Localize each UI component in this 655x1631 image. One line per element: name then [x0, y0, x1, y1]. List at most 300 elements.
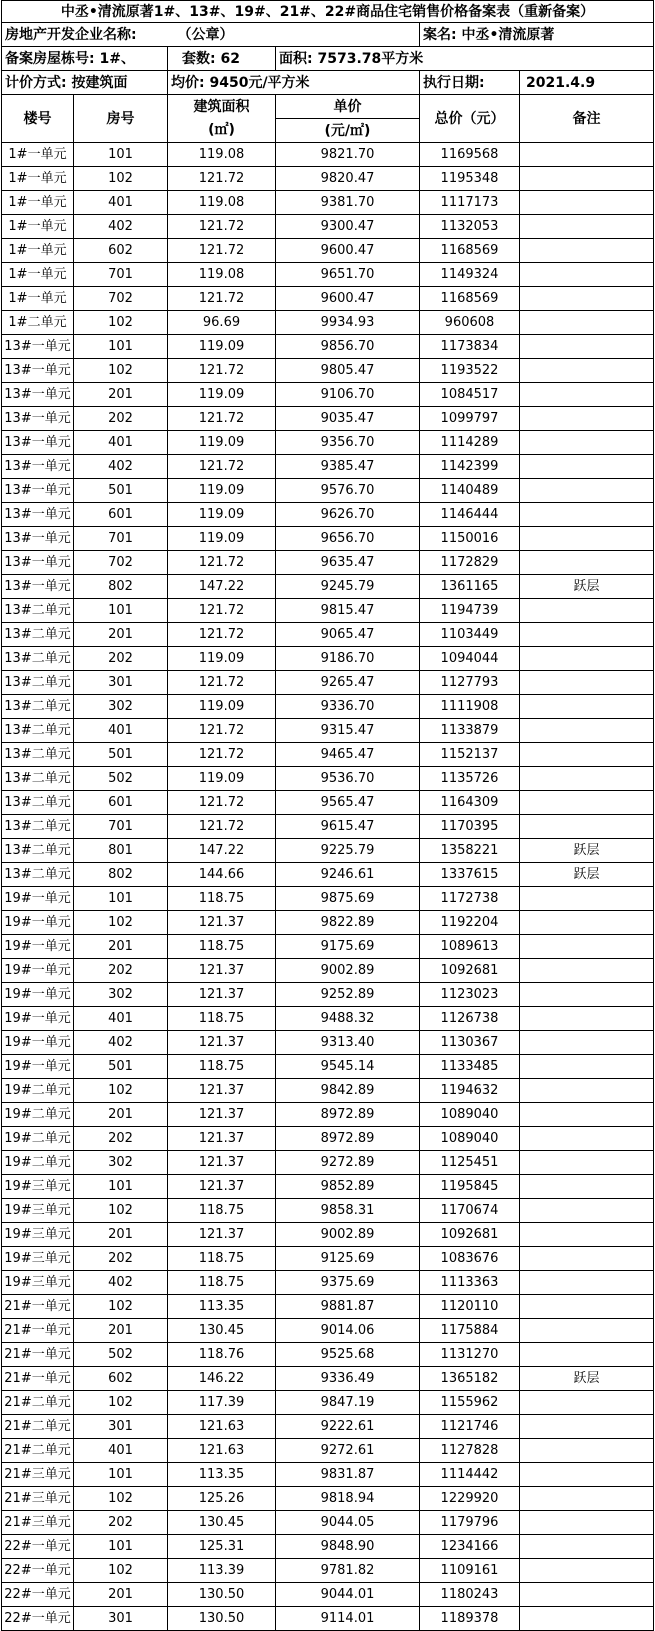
cell-area: 118.75 [168, 1007, 276, 1031]
cell-total-price: 1172829 [420, 551, 520, 575]
cell-area: 121.72 [168, 671, 276, 695]
cell-total-price: 1170674 [420, 1199, 520, 1223]
cell-unit-price: 9002.89 [276, 959, 420, 983]
cell-area: 125.26 [168, 1487, 276, 1511]
avg-label: 均价: [171, 74, 205, 91]
units-value: 62 [220, 50, 240, 67]
cell-building: 13#一单元 [2, 407, 74, 431]
cell-total-price: 1125451 [420, 1151, 520, 1175]
cell-total-price: 1164309 [420, 791, 520, 815]
cell-note [520, 671, 654, 695]
cell-unit-price: 9272.89 [276, 1151, 420, 1175]
cell-area: 113.35 [168, 1463, 276, 1487]
cell-room: 701 [74, 263, 168, 287]
cell-note [520, 551, 654, 575]
cell-area: 121.37 [168, 1103, 276, 1127]
cell-building: 13#二单元 [2, 599, 74, 623]
cell-note [520, 887, 654, 911]
table-row [2, 983, 654, 1007]
cell-total-price: 1149324 [420, 263, 520, 287]
table-row [2, 527, 654, 551]
cell-note [520, 1607, 654, 1631]
cell-unit-price: 9875.69 [276, 887, 420, 911]
project-value: 中丞•清流原著 [461, 26, 555, 43]
cell-total-price: 1152137 [420, 743, 520, 767]
cell-note [520, 1031, 654, 1055]
cell-room: 101 [74, 1175, 168, 1199]
table-row [2, 1079, 654, 1103]
cell-room: 201 [74, 623, 168, 647]
table-row [2, 335, 654, 359]
cell-unit-price: 9175.69 [276, 935, 420, 959]
cell-area: 119.08 [168, 263, 276, 287]
header-area: 建筑面积 [168, 95, 276, 119]
table-row [2, 767, 654, 791]
cell-area: 119.09 [168, 527, 276, 551]
cell-unit-price: 9313.40 [276, 1031, 420, 1055]
cell-room: 101 [74, 1463, 168, 1487]
cell-building: 21#二单元 [2, 1415, 74, 1439]
cell-total-price: 1173834 [420, 335, 520, 359]
cell-total-price: 1109161 [420, 1559, 520, 1583]
table-row [2, 1031, 654, 1055]
cell-total-price: 1084517 [420, 383, 520, 407]
cell-total-price: 1120110 [420, 1295, 520, 1319]
cell-area: 130.50 [168, 1607, 276, 1631]
cell-room: 101 [74, 335, 168, 359]
cell-building: 21#一单元 [2, 1343, 74, 1367]
cell-note [520, 1463, 654, 1487]
cell-total-price: 1126738 [420, 1007, 520, 1031]
cell-unit-price: 9385.47 [276, 455, 420, 479]
cell-room: 602 [74, 239, 168, 263]
table-row [2, 1463, 654, 1487]
cell-note [520, 1223, 654, 1247]
cell-room: 702 [74, 287, 168, 311]
cell-building: 1#二单元 [2, 311, 74, 335]
table-row [2, 407, 654, 431]
cell-unit-price: 9252.89 [276, 983, 420, 1007]
cell-room: 701 [74, 527, 168, 551]
cell-building: 1#一单元 [2, 167, 74, 191]
cell-room: 402 [74, 215, 168, 239]
table-row [2, 479, 654, 503]
price-filing-table [1, 0, 654, 1631]
area-value: 7573.78平方米 [317, 50, 424, 67]
cell-total-price: 1142399 [420, 455, 520, 479]
cell-unit-price: 9858.31 [276, 1199, 420, 1223]
cell-area: 119.09 [168, 383, 276, 407]
date-value: 2021.4.9 [520, 71, 654, 95]
header-building: 楼号 [2, 95, 74, 143]
cell-note [520, 695, 654, 719]
cell-room: 102 [74, 1079, 168, 1103]
cell-area: 121.72 [168, 407, 276, 431]
table-row [2, 1247, 654, 1271]
cell-unit-price: 9375.69 [276, 1271, 420, 1295]
cell-unit-price: 9336.49 [276, 1367, 420, 1391]
cell-unit-price: 9222.61 [276, 1415, 420, 1439]
cell-note [520, 1055, 654, 1079]
cell-total-price: 1083676 [420, 1247, 520, 1271]
cell-total-price: 1121746 [420, 1415, 520, 1439]
cell-note [520, 1295, 654, 1319]
cell-room: 202 [74, 647, 168, 671]
cell-total-price: 1169568 [420, 143, 520, 167]
cell-room: 202 [74, 1247, 168, 1271]
cell-room: 301 [74, 1415, 168, 1439]
pricing-method: 计价方式: 按建筑面 [2, 71, 168, 95]
cell-building: 19#三单元 [2, 1247, 74, 1271]
cell-note: 跃层 [520, 575, 654, 599]
cell-unit-price: 9525.68 [276, 1343, 420, 1367]
cell-total-price: 1123023 [420, 983, 520, 1007]
table-row [2, 287, 654, 311]
cell-room: 701 [74, 815, 168, 839]
cell-room: 601 [74, 791, 168, 815]
cell-note [520, 647, 654, 671]
cell-total-price: 1113363 [420, 1271, 520, 1295]
cell-unit-price: 8972.89 [276, 1127, 420, 1151]
cell-building: 13#一单元 [2, 383, 74, 407]
cell-total-price: 1194739 [420, 599, 520, 623]
cell-total-price: 1127828 [420, 1439, 520, 1463]
table-row [2, 1007, 654, 1031]
cell-area: 121.72 [168, 791, 276, 815]
header-price-unit: (元/㎡) [276, 119, 420, 143]
cell-building: 19#三单元 [2, 1271, 74, 1295]
cell-area: 118.75 [168, 1271, 276, 1295]
cell-note [520, 1415, 654, 1439]
header-area-unit: (㎡) [168, 119, 276, 143]
cell-area: 121.72 [168, 455, 276, 479]
header-total: 总价（元） [420, 95, 520, 143]
cell-room: 501 [74, 479, 168, 503]
cell-total-price: 1133879 [420, 719, 520, 743]
developer-value: （公章） [168, 23, 420, 47]
cell-unit-price: 9488.32 [276, 1007, 420, 1031]
project-name [420, 23, 654, 47]
cell-unit-price: 9881.87 [276, 1295, 420, 1319]
cell-area: 118.75 [168, 935, 276, 959]
cell-building: 1#一单元 [2, 239, 74, 263]
cell-note [520, 335, 654, 359]
date-label: 执行日期: [420, 71, 520, 95]
cell-total-price: 1127793 [420, 671, 520, 695]
cell-note [520, 935, 654, 959]
table-row [2, 503, 654, 527]
table-row [2, 263, 654, 287]
cell-note [520, 1583, 654, 1607]
cell-total-price: 1133485 [420, 1055, 520, 1079]
table-row [2, 383, 654, 407]
cell-area: 121.37 [168, 1079, 276, 1103]
cell-note [520, 815, 654, 839]
table-row [2, 1319, 654, 1343]
cell-note [520, 959, 654, 983]
cell-area: 121.37 [168, 1175, 276, 1199]
cell-building: 13#二单元 [2, 863, 74, 887]
table-row [2, 695, 654, 719]
cell-unit-price: 9600.47 [276, 239, 420, 263]
cell-area: 146.22 [168, 1367, 276, 1391]
cell-total-price: 1150016 [420, 527, 520, 551]
cell-unit-price: 9336.70 [276, 695, 420, 719]
cell-area: 121.72 [168, 167, 276, 191]
cell-note [520, 1175, 654, 1199]
cell-area: 121.63 [168, 1439, 276, 1463]
cell-room: 401 [74, 719, 168, 743]
cell-total-price: 1094044 [420, 647, 520, 671]
cell-note [520, 263, 654, 287]
table-row [2, 359, 654, 383]
cell-room: 302 [74, 983, 168, 1007]
cell-note [520, 359, 654, 383]
table-row [2, 1223, 654, 1247]
table-row [2, 743, 654, 767]
table-row [2, 1535, 654, 1559]
table-row [2, 551, 654, 575]
cell-area: 121.37 [168, 1223, 276, 1247]
cell-unit-price: 9626.70 [276, 503, 420, 527]
cell-total-price: 1146444 [420, 503, 520, 527]
cell-area: 121.37 [168, 1031, 276, 1055]
cell-room: 102 [74, 1559, 168, 1583]
table-row [2, 1367, 654, 1391]
cell-note [520, 1007, 654, 1031]
cell-unit-price: 9781.82 [276, 1559, 420, 1583]
table-row [2, 311, 654, 335]
cell-total-price: 1131270 [420, 1343, 520, 1367]
cell-unit-price: 9265.47 [276, 671, 420, 695]
cell-note [520, 719, 654, 743]
cell-note [520, 527, 654, 551]
cell-room: 802 [74, 863, 168, 887]
cell-area: 121.72 [168, 215, 276, 239]
cell-building: 19#一单元 [2, 911, 74, 935]
cell-building: 13#一单元 [2, 335, 74, 359]
cell-room: 402 [74, 1031, 168, 1055]
cell-building: 19#一单元 [2, 887, 74, 911]
cell-unit-price: 9576.70 [276, 479, 420, 503]
table-row [2, 599, 654, 623]
table-row [2, 1295, 654, 1319]
cell-unit-price: 9856.70 [276, 335, 420, 359]
cell-note [520, 431, 654, 455]
cell-building: 19#三单元 [2, 1223, 74, 1247]
total-area [276, 47, 654, 71]
cell-note [520, 743, 654, 767]
cell-room: 401 [74, 191, 168, 215]
cell-area: 113.35 [168, 1295, 276, 1319]
cell-note [520, 455, 654, 479]
cell-note [520, 623, 654, 647]
cell-building: 13#二单元 [2, 695, 74, 719]
cell-room: 401 [74, 1439, 168, 1463]
cell-building: 22#一单元 [2, 1583, 74, 1607]
cell-total-price: 1089040 [420, 1127, 520, 1151]
cell-unit-price: 9106.70 [276, 383, 420, 407]
cell-area: 121.72 [168, 359, 276, 383]
cell-note [520, 1103, 654, 1127]
cell-total-price: 1192204 [420, 911, 520, 935]
cell-total-price: 1358221 [420, 839, 520, 863]
cell-unit-price: 9044.05 [276, 1511, 420, 1535]
cell-note [520, 1439, 654, 1463]
table-row [2, 911, 654, 935]
cell-room: 102 [74, 359, 168, 383]
cell-total-price: 1114442 [420, 1463, 520, 1487]
cell-total-price: 1111908 [420, 695, 520, 719]
table-row [2, 1559, 654, 1583]
table-row [2, 959, 654, 983]
cell-building: 21#三单元 [2, 1487, 74, 1511]
cell-room: 501 [74, 743, 168, 767]
cell-note [520, 1511, 654, 1535]
building-label: 备案房屋栋号: 1#、 [2, 47, 168, 71]
cell-room: 101 [74, 887, 168, 911]
cell-room: 201 [74, 383, 168, 407]
cell-building: 19#一单元 [2, 1031, 74, 1055]
cell-area: 118.76 [168, 1343, 276, 1367]
cell-unit-price: 9356.70 [276, 431, 420, 455]
cell-room: 201 [74, 1103, 168, 1127]
cell-room: 801 [74, 839, 168, 863]
cell-area: 130.50 [168, 1583, 276, 1607]
cell-area: 118.75 [168, 887, 276, 911]
cell-total-price: 1179796 [420, 1511, 520, 1535]
table-row [2, 1199, 654, 1223]
cell-note [520, 383, 654, 407]
table-row [2, 791, 654, 815]
table-title: 中丞•清流原著1#、13#、19#、21#、22#商品住宅销售价格备案表（重新备案） [2, 1, 654, 23]
cell-total-price: 1114289 [420, 431, 520, 455]
cell-building: 13#二单元 [2, 791, 74, 815]
table-row [2, 1127, 654, 1151]
cell-unit-price: 9820.47 [276, 167, 420, 191]
cell-total-price: 1337615 [420, 863, 520, 887]
cell-area: 118.75 [168, 1055, 276, 1079]
table-row [2, 1103, 654, 1127]
cell-room: 402 [74, 1271, 168, 1295]
cell-area: 121.72 [168, 599, 276, 623]
header-price: 单价 [276, 95, 420, 119]
cell-unit-price: 9065.47 [276, 623, 420, 647]
cell-building: 19#三单元 [2, 1175, 74, 1199]
cell-area: 119.09 [168, 695, 276, 719]
cell-area: 147.22 [168, 575, 276, 599]
table-row [2, 1511, 654, 1535]
cell-room: 401 [74, 1007, 168, 1031]
cell-area: 121.72 [168, 623, 276, 647]
cell-area: 144.66 [168, 863, 276, 887]
cell-area: 117.39 [168, 1391, 276, 1415]
cell-total-price: 1170395 [420, 815, 520, 839]
cell-building: 13#一单元 [2, 479, 74, 503]
cell-area: 121.37 [168, 1151, 276, 1175]
cell-unit-price: 9536.70 [276, 767, 420, 791]
table-row [2, 455, 654, 479]
cell-building: 19#二单元 [2, 1103, 74, 1127]
developer-label: 房地产开发企业名称: [2, 23, 168, 47]
cell-room: 101 [74, 143, 168, 167]
cell-room: 202 [74, 959, 168, 983]
table-row [2, 935, 654, 959]
header-room: 房号 [74, 95, 168, 143]
cell-unit-price: 9315.47 [276, 719, 420, 743]
cell-unit-price: 9815.47 [276, 599, 420, 623]
cell-total-price: 960608 [420, 311, 520, 335]
cell-note [520, 1151, 654, 1175]
cell-building: 1#一单元 [2, 143, 74, 167]
cell-room: 201 [74, 935, 168, 959]
cell-building: 21#三单元 [2, 1463, 74, 1487]
cell-note [520, 239, 654, 263]
cell-total-price: 1117173 [420, 191, 520, 215]
cell-note [520, 143, 654, 167]
cell-area: 130.45 [168, 1319, 276, 1343]
cell-note [520, 983, 654, 1007]
cell-total-price: 1132053 [420, 215, 520, 239]
cell-area: 121.72 [168, 743, 276, 767]
cell-unit-price: 9014.06 [276, 1319, 420, 1343]
cell-building: 21#三单元 [2, 1511, 74, 1535]
cell-total-price: 1089040 [420, 1103, 520, 1127]
cell-area: 119.09 [168, 767, 276, 791]
cell-note [520, 791, 654, 815]
cell-room: 401 [74, 431, 168, 455]
cell-building: 13#一单元 [2, 575, 74, 599]
table-row [2, 623, 654, 647]
cell-building: 1#一单元 [2, 287, 74, 311]
cell-building: 13#二单元 [2, 719, 74, 743]
cell-note [520, 1199, 654, 1223]
cell-total-price: 1168569 [420, 239, 520, 263]
cell-total-price: 1180243 [420, 1583, 520, 1607]
cell-note: 跃层 [520, 863, 654, 887]
cell-note [520, 1487, 654, 1511]
cell-building: 22#一单元 [2, 1559, 74, 1583]
table-row [2, 671, 654, 695]
cell-note: 跃层 [520, 1367, 654, 1391]
cell-area: 118.75 [168, 1247, 276, 1271]
cell-room: 502 [74, 1343, 168, 1367]
cell-building: 13#一单元 [2, 431, 74, 455]
cell-note [520, 191, 654, 215]
table-row [2, 143, 654, 167]
cell-room: 202 [74, 1127, 168, 1151]
cell-note [520, 407, 654, 431]
cell-room: 702 [74, 551, 168, 575]
cell-total-price: 1193522 [420, 359, 520, 383]
cell-area: 119.09 [168, 647, 276, 671]
cell-building: 22#一单元 [2, 1535, 74, 1559]
cell-total-price: 1092681 [420, 959, 520, 983]
cell-unit-price: 9821.70 [276, 143, 420, 167]
cell-total-price: 1195348 [420, 167, 520, 191]
cell-unit-price: 9044.01 [276, 1583, 420, 1607]
cell-total-price: 1189378 [420, 1607, 520, 1631]
cell-room: 602 [74, 1367, 168, 1391]
cell-area: 121.72 [168, 815, 276, 839]
cell-building: 19#三单元 [2, 1199, 74, 1223]
table-row [2, 1391, 654, 1415]
cell-unit-price: 9848.90 [276, 1535, 420, 1559]
cell-unit-price: 9831.87 [276, 1463, 420, 1487]
cell-unit-price: 9635.47 [276, 551, 420, 575]
cell-building: 13#二单元 [2, 743, 74, 767]
cell-room: 501 [74, 1055, 168, 1079]
